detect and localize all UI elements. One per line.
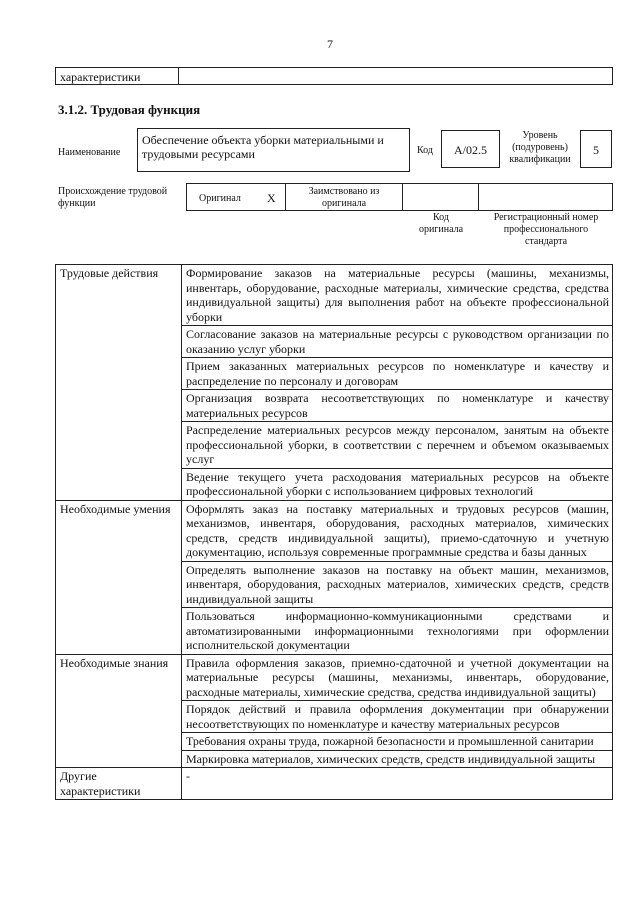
list-item: Требования охраны труда, пожарной безопасности и промышленной санитарии — [182, 733, 613, 751]
page-number: 7 — [327, 37, 333, 51]
code-value: A/02.5 — [454, 143, 487, 157]
row-label-actions: Трудовые действия — [56, 265, 182, 501]
row-label-other: Другие характеристики — [56, 768, 182, 800]
list-item: Порядок действий и правила оформления документации при обнаружении несоответствующих по номенклатуре и качеству материальных ресурсов — [182, 701, 613, 733]
section-title: 3.1.2. Трудовая функция — [58, 102, 201, 117]
row-label-knowledge: Необходимые знания — [56, 654, 182, 768]
list-item: Формирование заказов на материальные ресурсы (машины, механизмы, инвентарь, оборудование, расходные материалы, химические средства, средства индивидуальной защиты) для выполнения работ на объекте профессиональной уборки — [182, 265, 613, 326]
list-item: Прием заказанных материальных ресурсов по номенклатуре и качеству и распределение по персоналу и договорам — [182, 358, 613, 390]
top-row-label-cell — [55, 67, 179, 85]
code-original-caption: Код оригинала — [418, 212, 464, 235]
borrowed-label: Заимствовано из оригинала — [308, 186, 380, 209]
list-item: Согласование заказов на материальные ресурсы с руководством организации по оказанию услуг уборки — [182, 326, 613, 358]
reg-number-cell — [478, 183, 613, 211]
row-label-skills: Необходимые умения — [56, 500, 182, 654]
level-label: Уровень (подуровень) квалификации — [509, 130, 571, 165]
list-item: Определять выполнение заказов на поставку на объект машин, механизмов, инвентаря, оборудования, расходных материалов, химических средств, средств индивидуальной защиты — [182, 561, 613, 608]
list-item: Оформлять заказ на поставку материальных и трудовых ресурсов (машин, механизмов, инвентаря, оборудования, расходных материалов, химических средств, средств индивидуальной защиты), приемо-сдаточную и учетную документацию, используя современные программные средства и базы данных — [182, 500, 613, 561]
level-value: 5 — [593, 143, 599, 157]
table-row — [56, 500, 613, 561]
function-details-table — [55, 264, 613, 800]
origin-label: Происхождение трудовой функции — [58, 186, 168, 209]
code-label: Код — [417, 145, 433, 156]
list-item: Ведение текущего учета расходования материальных ресурсов на объекте профессиональной уборки с использованием цифровых технологий — [182, 468, 613, 500]
original-mark: X — [267, 191, 276, 205]
list-item: Правила оформления заказов, приемно-сдаточной и учетной документации на материальные ресурсы (машины, механизмы, инвентарь, оборудование, расходные материалы, химические средства, средства индивидуальной защиты) — [182, 654, 613, 701]
list-item: Распределение материальных ресурсов между персоналом, занятым на объекте профессиональной уборки, в соответствии с перечнем и объемом оказываемых услуг — [182, 422, 613, 469]
level-value-cell — [580, 130, 612, 168]
table-row — [56, 768, 613, 800]
name-label: Наименование — [58, 147, 121, 158]
code-value-cell — [441, 130, 500, 168]
name-value-cell — [137, 128, 410, 172]
list-item: - — [182, 768, 613, 800]
reg-number-caption: Регистрационный номер профессионального стандарта — [493, 212, 599, 247]
list-item: Маркировка материалов, химических средств, средств индивидуальной защиты — [182, 750, 613, 768]
borrowed-cell — [285, 183, 403, 211]
original-label: Оригинал — [199, 193, 241, 204]
top-row-label: характеристики — [60, 70, 141, 84]
list-item: Организация возврата несоответствующих по номенклатуре и качеству материальных ресурсов — [182, 390, 613, 422]
table-row — [56, 654, 613, 701]
top-row-value-cell — [178, 67, 613, 85]
code-original-cell — [402, 183, 479, 211]
original-cell — [186, 183, 286, 211]
list-item: Пользоваться информационно-коммуникационными средствами и автоматизированными информационными технологиями при оформлении исполнительской документации — [182, 608, 613, 655]
name-value: Обеспечение объекта уборки материальными и трудовыми ресурсами — [142, 133, 384, 161]
table-row — [56, 265, 613, 326]
